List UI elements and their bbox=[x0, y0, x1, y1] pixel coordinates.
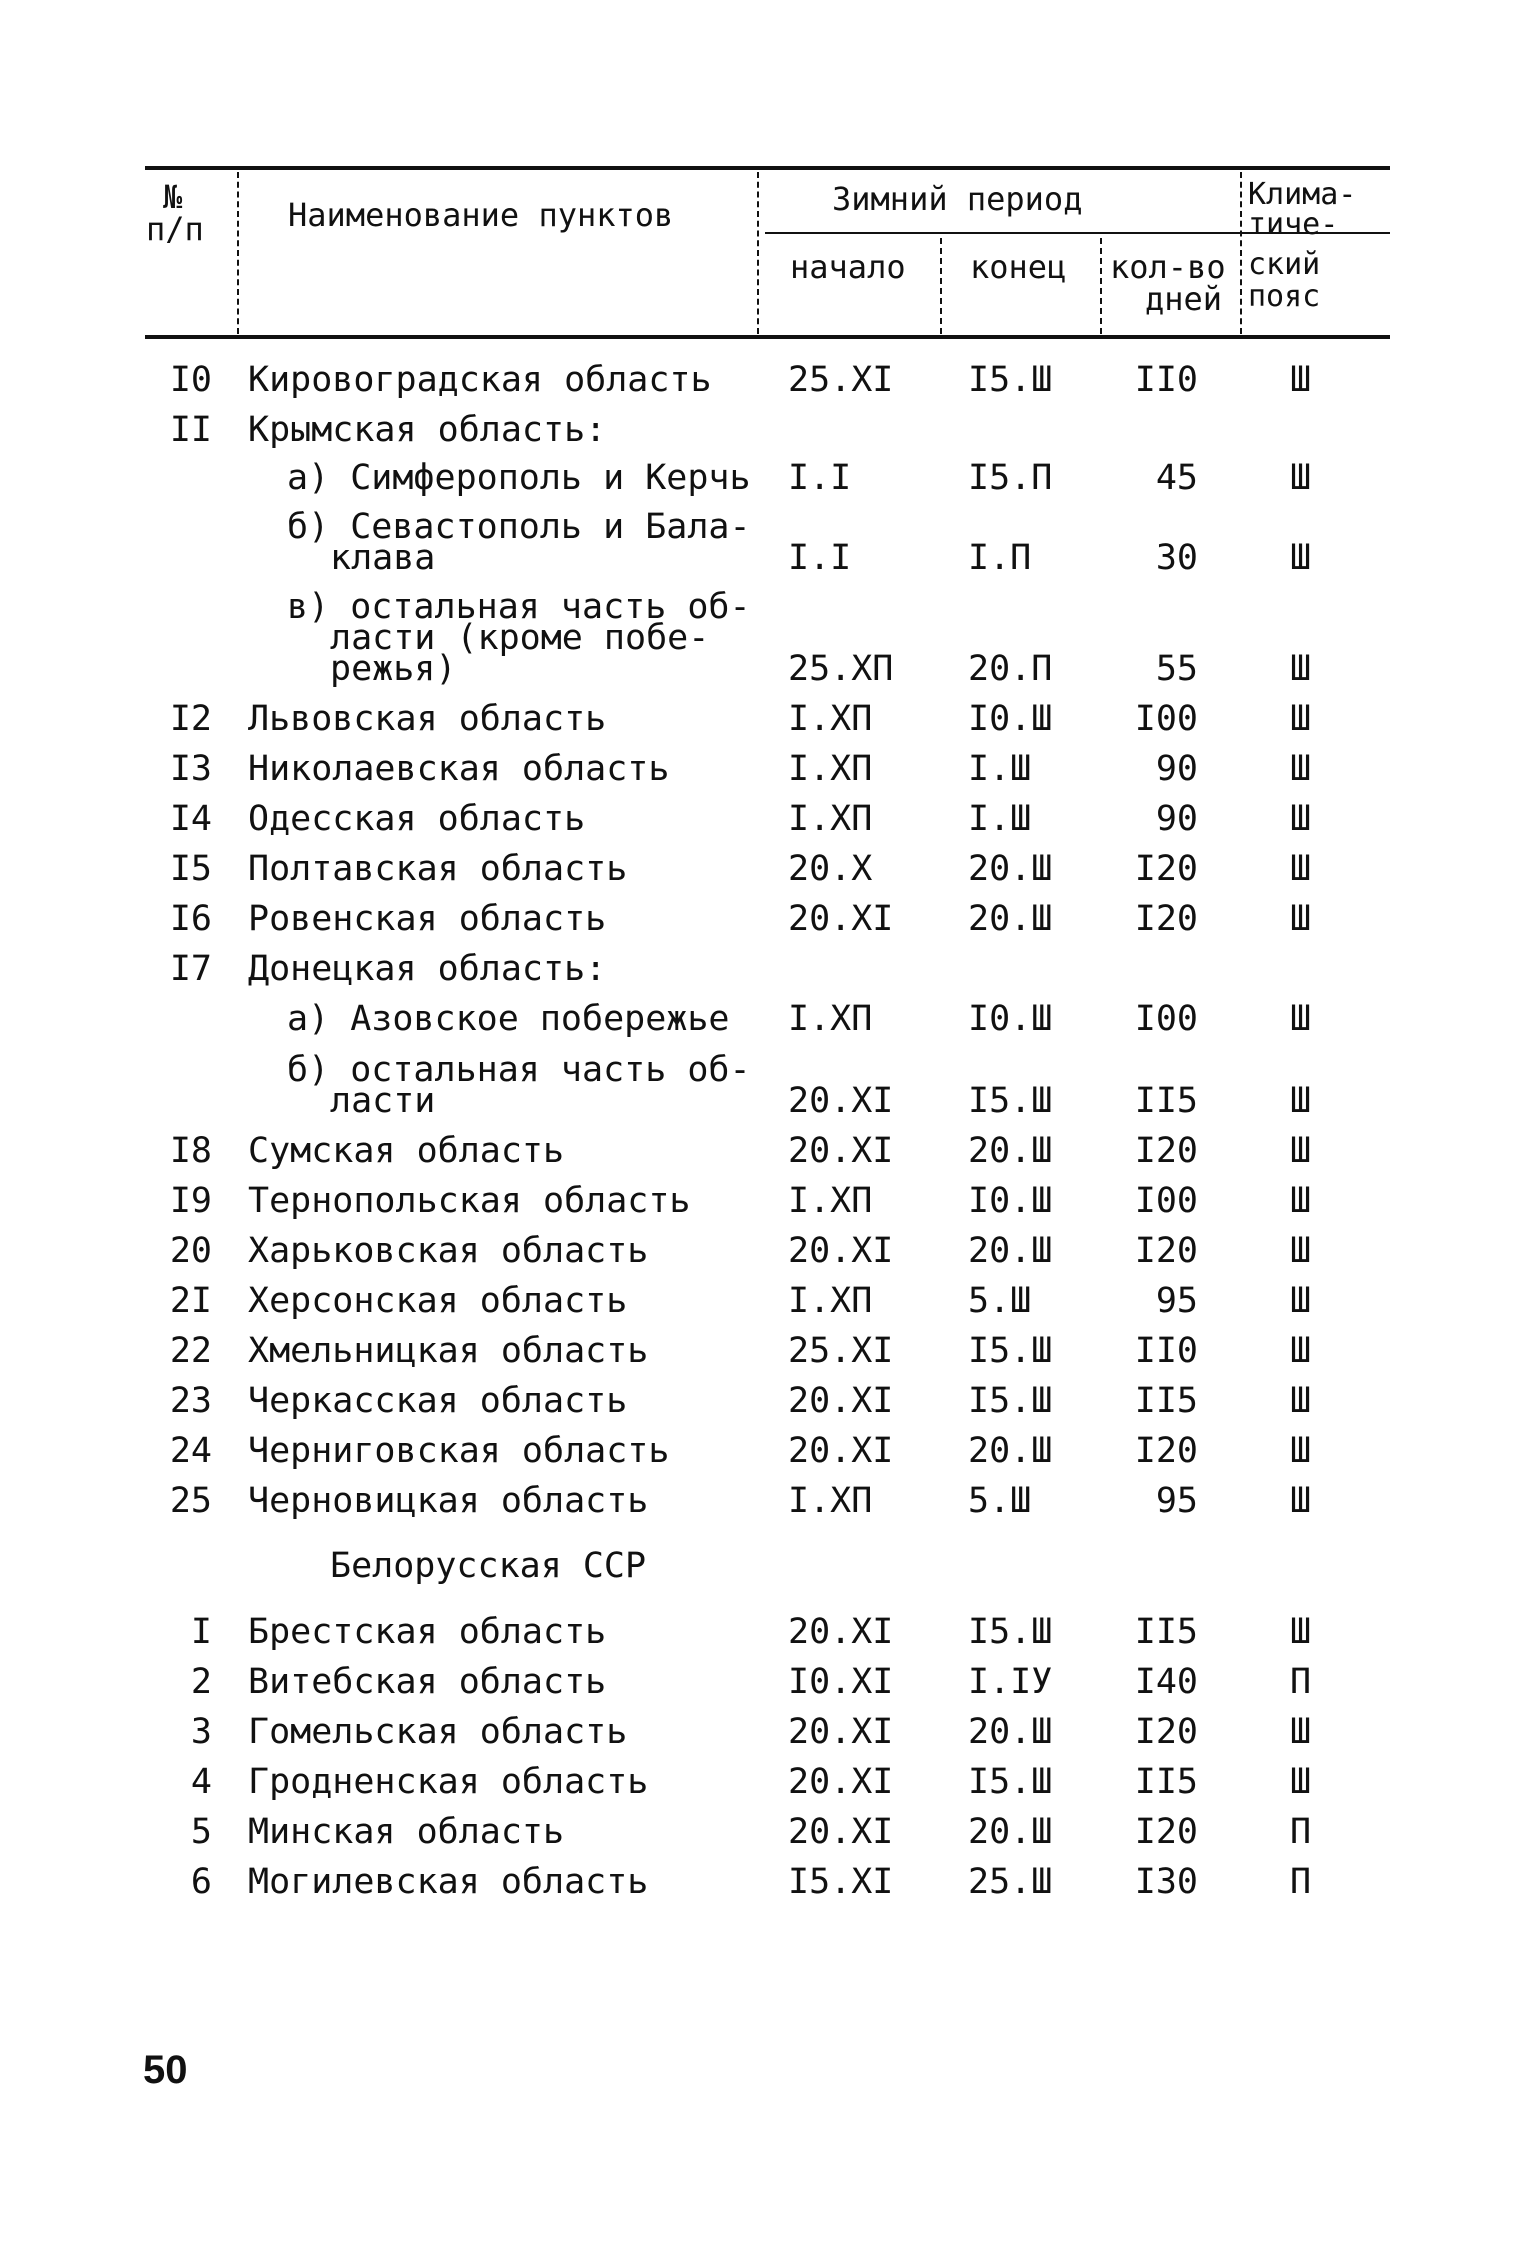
row-name: Черниговская область bbox=[248, 1431, 670, 1471]
row-end: 20.Ш bbox=[968, 899, 1053, 939]
row-start: 20.XI bbox=[788, 1612, 894, 1652]
row-days: I00 bbox=[1134, 1181, 1198, 1221]
row-end: 20.Ш bbox=[968, 1231, 1053, 1271]
row-number: 25 bbox=[169, 1481, 212, 1521]
header-num-label: п/п bbox=[146, 210, 204, 248]
row-zone: Ш bbox=[1290, 699, 1312, 739]
row-name: Полтавская область bbox=[248, 849, 628, 889]
header-bottom-rule bbox=[145, 335, 1390, 339]
row-start: 20.XI bbox=[788, 1081, 894, 1121]
header-zone-1: Клима- bbox=[1248, 177, 1357, 212]
row-zone: Ш bbox=[1290, 1381, 1312, 1421]
header-winter-period: Зимний период bbox=[832, 180, 1083, 218]
row-end: I5.Ш bbox=[968, 1331, 1053, 1371]
row-start: 20.XI bbox=[788, 1812, 894, 1852]
row-zone: Ш bbox=[1290, 1612, 1312, 1652]
row-number: 20 bbox=[169, 1231, 212, 1271]
header-zone-4: пояс bbox=[1248, 279, 1321, 314]
row-days: 95 bbox=[1155, 1281, 1198, 1321]
column-divider bbox=[237, 172, 239, 334]
row-zone: П bbox=[1290, 1862, 1312, 1902]
table-top-rule bbox=[145, 166, 1390, 170]
row-name: Харьковская область bbox=[248, 1231, 649, 1271]
row-end: 20.Ш bbox=[968, 1131, 1053, 1171]
row-start: 20.XI bbox=[788, 1431, 894, 1471]
row-name: Хмельницкая область bbox=[248, 1331, 649, 1371]
row-days: I20 bbox=[1134, 1431, 1198, 1471]
row-number: 4 bbox=[190, 1762, 212, 1802]
row-number: 6 bbox=[190, 1862, 212, 1902]
row-start: I0.XI bbox=[788, 1662, 894, 1702]
row-zone: Ш bbox=[1290, 1331, 1312, 1371]
row-number: I9 bbox=[169, 1181, 212, 1221]
row-days: 30 bbox=[1155, 538, 1198, 578]
row-days: II5 bbox=[1134, 1762, 1198, 1802]
column-divider bbox=[1100, 238, 1102, 334]
header-zone-2: тиче- bbox=[1248, 207, 1339, 242]
row-zone: Ш bbox=[1290, 849, 1312, 889]
row-zone: Ш bbox=[1290, 799, 1312, 839]
row-start: I.I bbox=[788, 538, 852, 578]
row-name: в) остальная часть об- ласти (кроме побе- режья) bbox=[287, 587, 751, 689]
row-zone: Ш bbox=[1290, 1481, 1312, 1521]
row-end: 20.Ш bbox=[968, 1431, 1053, 1471]
row-days: I40 bbox=[1134, 1662, 1198, 1702]
row-start: 20.X bbox=[788, 849, 873, 889]
row-zone: Ш bbox=[1290, 649, 1312, 689]
row-start: 25.ХП bbox=[788, 649, 894, 689]
row-name: Николаевская область bbox=[248, 749, 670, 789]
row-zone: Ш bbox=[1290, 1081, 1312, 1121]
row-days: II0 bbox=[1134, 1331, 1198, 1371]
row-end: I0.Ш bbox=[968, 1181, 1053, 1221]
row-end: 20.Ш bbox=[968, 1712, 1053, 1752]
row-end: I0.Ш bbox=[968, 999, 1053, 1039]
row-start: I.ХП bbox=[788, 1181, 873, 1221]
row-end: 20.Ш bbox=[968, 1812, 1053, 1852]
row-end: I.Ш bbox=[968, 799, 1032, 839]
row-start: I.ХП bbox=[788, 749, 873, 789]
row-number: 24 bbox=[169, 1431, 212, 1471]
header-name: Наименование пунктов bbox=[288, 196, 674, 234]
row-number: 2I bbox=[169, 1281, 212, 1321]
row-name: Кировоградская область bbox=[248, 360, 712, 400]
row-days: I20 bbox=[1134, 1231, 1198, 1271]
row-number: I5 bbox=[169, 849, 212, 889]
row-zone: Ш bbox=[1290, 1231, 1312, 1271]
row-name: Могилевская область bbox=[248, 1862, 649, 1902]
row-name: Минская область bbox=[248, 1812, 565, 1852]
row-days: I20 bbox=[1134, 1131, 1198, 1171]
row-number: 3 bbox=[190, 1712, 212, 1752]
row-days: 95 bbox=[1155, 1481, 1198, 1521]
row-zone: Ш bbox=[1290, 899, 1312, 939]
row-zone: Ш bbox=[1290, 538, 1312, 578]
row-zone: Ш bbox=[1290, 749, 1312, 789]
row-name: Ровенская область bbox=[248, 899, 607, 939]
header-end: конец bbox=[970, 248, 1067, 286]
header-days-1: кол-во bbox=[1110, 248, 1226, 286]
row-number: I0 bbox=[169, 360, 212, 400]
row-name: Витебская область bbox=[248, 1662, 607, 1702]
row-name: Черкасская область bbox=[248, 1381, 628, 1421]
row-end: 25.Ш bbox=[968, 1862, 1053, 1902]
row-end: I5.П bbox=[968, 458, 1053, 498]
row-days: II5 bbox=[1134, 1381, 1198, 1421]
row-end: 5.Ш bbox=[968, 1281, 1032, 1321]
header-zone-3: ский bbox=[1248, 247, 1321, 282]
row-zone: Ш bbox=[1290, 999, 1312, 1039]
row-start: I5.XI bbox=[788, 1862, 894, 1902]
column-divider bbox=[1240, 172, 1242, 334]
row-start: 20.XI bbox=[788, 1712, 894, 1752]
row-zone: Ш bbox=[1290, 360, 1312, 400]
row-name: Гродненская область bbox=[248, 1762, 649, 1802]
row-number: I2 bbox=[169, 699, 212, 739]
row-days: I20 bbox=[1134, 899, 1198, 939]
row-zone: Ш bbox=[1290, 1181, 1312, 1221]
row-start: 20.XI bbox=[788, 1762, 894, 1802]
row-start: 20.XI bbox=[788, 1131, 894, 1171]
column-divider bbox=[940, 238, 942, 334]
row-number: I3 bbox=[169, 749, 212, 789]
row-days: I20 bbox=[1134, 1812, 1198, 1852]
row-days: I20 bbox=[1134, 849, 1198, 889]
header-num-symbol: № bbox=[163, 178, 183, 216]
row-end: I.Ш bbox=[968, 749, 1032, 789]
row-days: I20 bbox=[1134, 1712, 1198, 1752]
row-days: II5 bbox=[1134, 1081, 1198, 1121]
row-start: 20.XI bbox=[788, 899, 894, 939]
row-name: Гомельская область bbox=[248, 1712, 628, 1752]
row-number: I8 bbox=[169, 1131, 212, 1171]
row-days: 90 bbox=[1155, 799, 1198, 839]
row-zone: Ш bbox=[1290, 458, 1312, 498]
row-name: Черновицкая область bbox=[248, 1481, 649, 1521]
row-number: I bbox=[190, 1612, 212, 1652]
row-end: I5.Ш bbox=[968, 1762, 1053, 1802]
row-number: I7 bbox=[169, 949, 212, 989]
row-start: I.ХП bbox=[788, 1281, 873, 1321]
row-name: Сумская область bbox=[248, 1131, 565, 1171]
row-name: Херсонская область bbox=[248, 1281, 628, 1321]
row-end: I0.Ш bbox=[968, 699, 1053, 739]
row-end: I5.Ш bbox=[968, 1081, 1053, 1121]
row-name: Крымская область: bbox=[248, 410, 607, 450]
row-end: I5.Ш bbox=[968, 360, 1053, 400]
row-zone: Ш bbox=[1290, 1131, 1312, 1171]
row-name: б) остальная часть об- ласти bbox=[287, 1050, 751, 1121]
row-days: II0 bbox=[1134, 360, 1198, 400]
row-name: Донецкая область: bbox=[248, 949, 607, 989]
row-start: I.ХП bbox=[788, 1481, 873, 1521]
row-number: II bbox=[169, 410, 212, 450]
row-number: 5 bbox=[190, 1812, 212, 1852]
header-days-2: дней bbox=[1145, 280, 1223, 318]
row-zone: Ш bbox=[1290, 1762, 1312, 1802]
row-end: 5.Ш bbox=[968, 1481, 1032, 1521]
row-start: 20.XI bbox=[788, 1381, 894, 1421]
row-zone: П bbox=[1290, 1812, 1312, 1852]
row-days: I00 bbox=[1134, 999, 1198, 1039]
row-name: а) Азовское побережье bbox=[287, 999, 730, 1039]
row-number: 23 bbox=[169, 1381, 212, 1421]
row-start: 25.XI bbox=[788, 360, 894, 400]
row-name: а) Симферополь и Керчь bbox=[287, 458, 751, 498]
row-days: 55 bbox=[1155, 649, 1198, 689]
row-name: б) Севастополь и Бала- клава bbox=[287, 507, 751, 578]
row-zone: П bbox=[1290, 1662, 1312, 1702]
row-zone: Ш bbox=[1290, 1281, 1312, 1321]
row-name: Брестская область bbox=[248, 1612, 607, 1652]
row-start: 20.XI bbox=[788, 1231, 894, 1271]
row-number: I4 bbox=[169, 799, 212, 839]
row-zone: Ш bbox=[1290, 1712, 1312, 1752]
row-end: I5.Ш bbox=[968, 1381, 1053, 1421]
row-start: I.ХП bbox=[788, 699, 873, 739]
row-name: Тернопольская область bbox=[248, 1181, 691, 1221]
page-number: 50 bbox=[143, 2048, 188, 2092]
row-end: I5.Ш bbox=[968, 1612, 1053, 1652]
row-days: 45 bbox=[1155, 458, 1198, 498]
section-title: Белорусская ССР bbox=[330, 1546, 647, 1586]
row-number: 2 bbox=[190, 1662, 212, 1702]
row-days: I30 bbox=[1134, 1862, 1198, 1902]
row-start: 25.XI bbox=[788, 1331, 894, 1371]
row-number: I6 bbox=[169, 899, 212, 939]
row-name: Львовская область bbox=[248, 699, 607, 739]
row-number: 22 bbox=[169, 1331, 212, 1371]
row-start: I.I bbox=[788, 458, 852, 498]
column-divider bbox=[757, 172, 759, 334]
row-days: I00 bbox=[1134, 699, 1198, 739]
header-start: начало bbox=[790, 248, 906, 286]
row-name: Одесская область bbox=[248, 799, 586, 839]
row-start: I.ХП bbox=[788, 999, 873, 1039]
row-start: I.ХП bbox=[788, 799, 873, 839]
row-end: I.П bbox=[968, 538, 1032, 578]
row-end: I.IУ bbox=[968, 1662, 1053, 1702]
row-zone: Ш bbox=[1290, 1431, 1312, 1471]
row-end: 20.Ш bbox=[968, 849, 1053, 889]
row-end: 20.П bbox=[968, 649, 1053, 689]
row-days: II5 bbox=[1134, 1612, 1198, 1652]
row-days: 90 bbox=[1155, 749, 1198, 789]
